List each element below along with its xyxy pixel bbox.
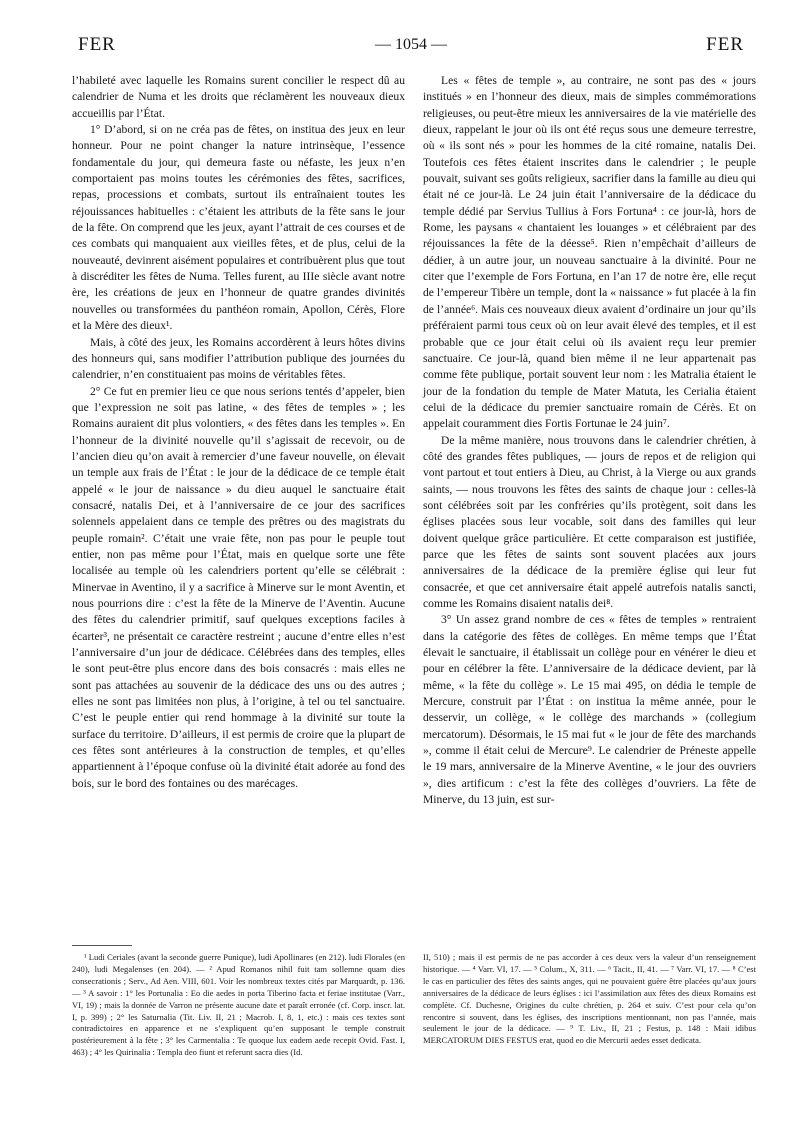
running-header xyxy=(68,34,754,64)
paragraph: 2° Ce fut en premier lieu ce que nous serions tentés d’appeler, bien que l’expression ne soit pas latine, « des fêtes de temples » ; les Romains auraient dit plus volontiers, « des fêtes dans les temples ». En l’honneur de la divinité nouvelle qu’il s’agissait de recevoir, ou de l’ancien dieu qu’on avait à remercier d’une faveur nouvelle, on élevait un temple aux frais de l’État : le jour de la dédicace de ce temple était appelé « le jour de naissance » du dieu auquel le sanctuaire était consacré, natalis Dei, et à l’anniversaire de ce jour des sacrifices solennels appelaient dans ce temple des prêtres ou des magistrats du peuple romain². C’était une vraie fête, non pas pour le peuple tout entier, non pas même pour l’État, mais en quelque sorte une fête localisée au temple où les calendriers portent qu’elle se célébrait : Minervae in Aventino, il y a sacrifice à Minerve sur le mont Aventin, et nous pourrions dire : c’est la fête de la Minerve de l’Aventin. Aucune des fêtes du calendrier primitif, sauf quelques exceptions faciles à écarter³, ne présentait ce caractère restreint ; aucune d’entre elles n’est l’anniversaire d’un jour de dédicace. Célébrées dans des temples, elles le sont peut-être plus encore dans des bois consacrés : mais elles ne sont pas attachées au souvenir de la dédicace des uns ou des autres ; elles ne sont pas limitées non plus, à l’origine, à tel ou tel sanctuaire. C’est le peuple entier qui rend hommage à la divinité sur toute la surface du territoire. D’ailleurs, il est permis de croire que la plupart de ces fêtes sont antérieures à la construction de temples, et qu’elles appartiennent à l’époque confuse où la divinité était adorée au fond des bois, sur le bord des fontaines ou des marécages. xyxy=(72,384,405,790)
footnote-divider xyxy=(72,945,132,946)
footnotes-right xyxy=(423,952,756,1047)
right-column xyxy=(423,73,756,808)
footnotes-left xyxy=(72,952,405,1059)
left-column xyxy=(72,73,405,792)
paragraph: De la même manière, nous trouvons dans le calendrier chrétien, à côté des grandes fêtes publiques, — jours de repos et de religion qui vont partout et tout entiers à Dieu, au Christ, à la Vierge ou aux grands saints, — nous trouvons les fêtes des saints de chaque jour : celles-là sont célébrées soit par les confréries qu’ils protègent, soit dans les églises placées sous leur vocable, soit dans des familles qui leur doivent quelque grâce particulière. Et cette comparaison est justifiée, parce que les fêtes de saints sont souvent placées aux jours anniversaires de la dédicace de la première église qui leur fut consacrée, et que cet anniversaire était appelé autrefois natalis sancti, comme les Romains disaient natalis dei⁸. xyxy=(423,433,756,610)
header-right-title: FER xyxy=(706,34,744,55)
footnote: II, 510) ; mais il est permis de ne pas accorder à ces deux vers la valeur d’un renseignement historique. — ⁴ Varr. VI, 17. — ⁵ Colum., X, 311. — ⁶ Tacit., II, 41. — ⁷ Varr. VI, 17. — ⁸ C’est le cas en particulier des fêtes des saints anges, qui ne pouvaient guère être placées qu’aux jours anniversaires de la dédicace de leurs églises : ici l’assimilation aux fêtes des dieux Romains est complète. Cf. Duchesne, Origines du culte chrétien, p. 264 et suiv. C’est pour cela qu’on rencontre si souvent, dans les églises, des inscriptions mentionnant, non pas l’année, mais seulement le jour de la dédicace. — ⁹ T. Liv., II, 21 ; Festus, p. 148 : Maii idibus MERCATORUM DIES FESTUS erat, quod eo die Mercurii aedes esset dedicata. xyxy=(423,952,756,1046)
footnote: ¹ Ludi Ceriales (avant la seconde guerre Punique), ludi Apollinares (en 212). ludi Florales (en 240), ludi Megalenses (en 204). — ² Apud Romanos nihil fuit tam sollemne quam dies consecrationis ; Serv., Ad Aen. VIII, 601. Voir les nombreux textes cités par Marquardt, p. 136. — ³ A savoir : 1° les Portunalia : Eo die aedes in porta Tiberino facta et feriae institutae (Varr., VI, 19) ; mais la donnée de Varron ne présente aucune date et paraît erronée (cf. Corp. inscr. lat. I, p. 399) ; 2° les Saturnalia (Tit. Liv. II, 21 ; Macrob. I, 8, 1, etc.) : mais ces textes sont contradictoires en apparence et ne s’expliquent qu’en supposant le temple construit postérieurement à la fête ; 3° les Carmentalia : Te quoque lux eadem aede recepit Ovid. Fast. I, 463) ; 4° les Quirinalia : Templa deo fiunt et referunt sacra dies (Id. xyxy=(72,952,405,1058)
header-left-title: FER xyxy=(78,34,116,55)
paragraph: l’habileté avec laquelle les Romains surent concilier le respect dû au calendrier de Numa et les droits que réclamèrent les nouveaux dieux accueillis par l’État. xyxy=(72,74,405,120)
page-number: — 1054 — xyxy=(375,36,447,53)
paragraph: 3° Un assez grand nombre de ces « fêtes de temples » rentraient dans la catégorie des fêtes de collèges. En même temps que l’État élevait le sanctuaire, il établissait un collège pour en vénérer le dieu et pour en célébrer la fête. L’anniversaire de la dédicace devient, par là même, « la fête du collège ». Le 15 mai 495, on dédia le temple de Mercure, construit par l’État : on institua la même année, pour le desservir, un collège, « le collège des marchands » (collegium mercatorum). Désormais, le 15 mai fut « le jour de fête des marchands », comme il était celui de Mercure⁹. Le calendrier de Préneste appelle le 19 mars, anniversaire de la Minerve Aventine, « le jour des ouvriers », dies artificum : c’est la fête des collèges d’ouvriers. La fête de Minerve, du 13 juin, est sur- xyxy=(423,613,756,807)
paragraph: 1° D’abord, si on ne créa pas de fêtes, on institua des jeux en leur honneur. Pour ne point changer la nature intrinsèque, l’essence fondamentale du jour, qui demeura faste ou néfaste, les jeux n’en comportaient pas moins toutes les cérémonies des fêtes, sacrifices, repas, processions et combats, surtout ils entraînaient toutes les réjouissances habituelles : c’étaient les attributs de la fête sans le jour de la fête. On comprend que les jeux, ayant l’attrait de ces courses et de ces combats qui manquaient aux vieilles fêtes, et de plus, celui de la nouveauté, devinrent aisément populaires et contribuèrent plus que tout à discréditer les fêtes de Numa. Telles furent, au IIIe siècle avant notre ère, les créations de jeux en l’honneur de quatre grandes divinités nouvelles ou transformées du panthéon romain, Apollon, Cérès, Flore et la Mère des dieux¹. xyxy=(72,123,405,333)
paragraph: Les « fêtes de temple », au contraire, ne sont pas des « jours institués » en l’honneur des dieux, mais de simples commémorations religieuses, ou peut-être mieux les anniversaires de la vie matérielle des dieux, rappelant le jour où ils ont été reçus sous une demeure terrestre, où « ils sont nés » pour les hommes de la cité romaine, natalis Dei. Toutefois ces fêtes étaient inscrites dans le calendrier ; le peuple pouvait, suivant ses goûts religieux, sacrifier dans la famille au dieu qui était né ce jour-là. Le 24 juin était l’anniversaire de la dédicace du temple dédié par Servius Tullius à Fors Fortuna⁴ : ce jour-là, hors de Rome, les paysans « chantaient les louanges » et célébraient par des réjouissances la fête de la déesse⁵. Rien n’empêchait d’ailleurs de dédier, à un autre jour, un nouveau sanctuaire à la divinité. Pour ne citer que l’exemple de Fors Fortuna, en l’an 17 de notre ère, elle reçut de l’empereur Tibère un temple, dont la « naissance » fut placée à la fin de l’année⁶. Mais ces nouveaux dieux avaient d’ordinaire un jour qu’ils préféraient parmi tous ceux où on leur avait élevé des temples, et il est probable que ce jour était celui où ils avaient reçu leur premier sanctuaire. Ce jour-là, quand bien même il ne leur appartenait pas comme fête publique, portait souvent leur nom : les Matralia étaient le jour de la fondation du temple de Mater Matuta, les Cerialia étaient celui de la dédicace du premier sanctuaire romain de Cérès. Et on appelait couramment dies Fortis Fortunae le 24 juin⁷. xyxy=(423,74,756,431)
paragraph: Mais, à côté des jeux, les Romains accordèrent à leurs hôtes divins des honneurs qui, sans modifier l’attribution publique des journées du calendrier, n’en constituaient pas moins de véritables fêtes. xyxy=(72,335,405,382)
